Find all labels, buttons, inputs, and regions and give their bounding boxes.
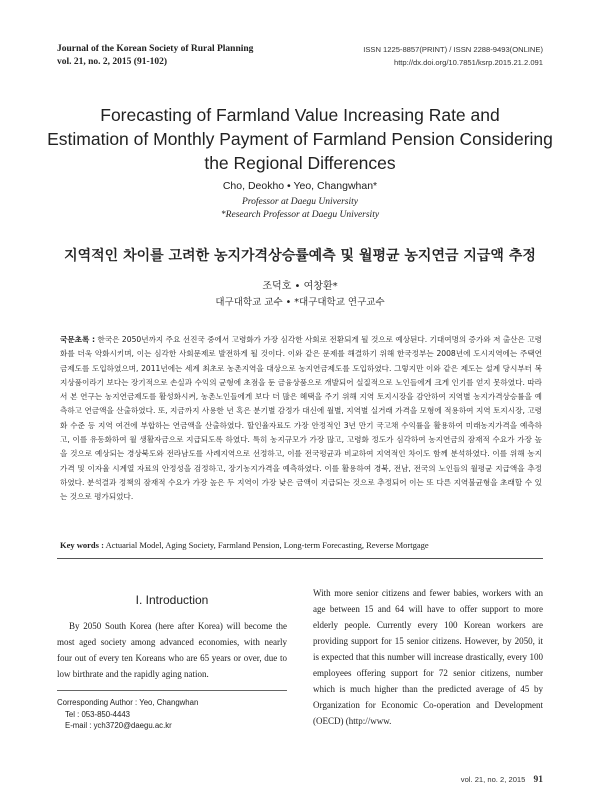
- issn-header: [363, 43, 543, 69]
- keywords-label: Key words :: [60, 540, 104, 550]
- korean-authors: 조덕호 • 여창환*: [262, 281, 338, 292]
- corresponding-author-footnote: [57, 697, 297, 732]
- title-line: the Regional Differences: [204, 153, 396, 173]
- korean-title: 지역적인 차이를 고려한 농지가격상승률예측 및 월평균 농지연금 지급액 추정: [64, 248, 536, 264]
- affiliation-1: Professor at Daegu University: [241, 197, 358, 207]
- section-heading: I. Introduction: [135, 593, 209, 607]
- title-line: Estimation of Monthly Payment of Farmland Pension Considering: [47, 129, 553, 149]
- journal-header: [57, 43, 253, 69]
- body-text-right: With more senior citizens and fewer babies, workers with an age between 15 and 64 will have to offer support to more elderly people. Currently every 100 Korean workers are providing support for 15 senior citizens. However, by 2050, it is expected that this number will increase drastically, every 100 employees offering support for 72 senior citizens, number which is much higher than the predicted average of 45 by Organization for Economic Co-operation and Development (OECD) (http://www.: [313, 588, 543, 726]
- keywords: [60, 540, 542, 550]
- body-text-left: By 2050 South Korea (here after Korea) will become the most aged society among advanced economies, with nearly four out of every ten Koreans who are 65 years or over, due to low birthrate and the rapidly aging nation.: [57, 621, 287, 679]
- journal-volume: vol. 21, no. 2, 2015 (91-102): [57, 57, 168, 67]
- footer-volume: vol. 21, no. 2, 2015: [460, 775, 526, 784]
- divider: [57, 558, 543, 559]
- journal-name: Journal of the Korean Society of Rural Planning: [57, 44, 254, 54]
- issn: ISSN 1225-8857(PRINT) / ISSN 2288-9493(ONLINE): [363, 45, 543, 54]
- corresponding-author: Corresponding Author : Yeo, Changwhan: [57, 698, 199, 707]
- abstract-label: 국문초록 :: [60, 335, 96, 344]
- korean-affiliation: 대구대학교 교수 • *대구대학교 연구교수: [215, 297, 385, 308]
- page-number: 91: [533, 775, 543, 785]
- abstract-text: 한국은 2050년까지 주요 선진국 중에서 고령화가 가장 심각한 사회로 전환되게 될 것으로 예상된다. 기대여명의 증가와 저 출산은 고령화를 더욱 악화시키며, 이는 심각한 사회문제로 발전하게 될 것이다. 이와 같은 문제를 해결하기 위해 한국정부는 2008년에 도시지역에는 주택연금제도를 도입하였으며, 2011년에는 세계 최초로 농촌지역을 대상으로 농지연금제도를 도입하였다. 그렇지만 이와 같은 제도는 설계 당시부터 복지상품이라기 보다는 장기적으로 손실과 수익의 균형에 초점을 둔 금융상품으로 개발되어 실질적으로 노인들에게 크게 인기를 얻지 못하였다. 따라서 본 연구는 농지연금제도를 활성화시켜, 농촌노인들에게 보다 더 많은 혜택을 주기 위해 지역 토지시장을 감안하여 지역별 농지가격상승률을 예측하고 연금액을 산출하였다. 또, 지금까지 사용한 년 혹은 분기별 감정가 대신에 월별, 지역별 실거래 가격을 모형에 적용하여 지역 토지시장, 고령화 수준 등 지역 여건에 부합하는 연금액을 산출하였다. 할인율자료도 가장 안정적인 3년 만기 국고채 수익률을 활용하여 미래농지가격을 예측하고, 이를 유동화하여 월 생활자금으로 지급되도록 하였다. 특히 농지규모가 가장 많고, 고령화 정도가 심각하여 농지연금의 잠재적 수요가 가장 높을 것으로 예상되는 경상북도와 전라남도를 사례지역으로 선정하고, 이를 전국평균과 비교하여 지역적인 차이도 함께 분석하였다. 이를 위해 농지가격 및 이자율 시계열 자료의 안정성을 검정하고, 장기농지가격을 예측하였다. 이를 활용하여 경북, 전남, 전국의 노인들의 월평균 지급액을 추정하였다. 분석결과 정책의 잠재적 수요가 가장 높은 두 지역이 가장 낮은 금액이 지급되는 것으로 추정되어 이는 또 다른 지역불균형을 초래할 수 있는 것으로 평가되었다.: [60, 335, 542, 502]
- page-footer: [461, 775, 543, 785]
- author-email[interactable]: E-mail : ych3720@daegu.ac.kr: [65, 721, 172, 730]
- title-line: Forecasting of Farmland Value Increasing Rate and: [100, 105, 500, 125]
- keywords-text: Actuarial Model, Aging Society, Farmland Pension, Long-term Forecasting, Reverse Mortgage: [105, 540, 429, 550]
- paper-title: [40, 103, 560, 175]
- doi-link[interactable]: http://dx.doi.org/10.7851/ksrp.2015.21.2.091: [393, 58, 543, 67]
- korean-abstract: [60, 333, 542, 505]
- authors: Cho, Deokho • Yeo, Changwhan*: [222, 180, 378, 192]
- footnote-divider: [57, 690, 287, 691]
- affiliation-2: *Research Professor at Daegu University: [220, 210, 380, 220]
- author-tel: Tel : 053-850-4443: [65, 709, 131, 719]
